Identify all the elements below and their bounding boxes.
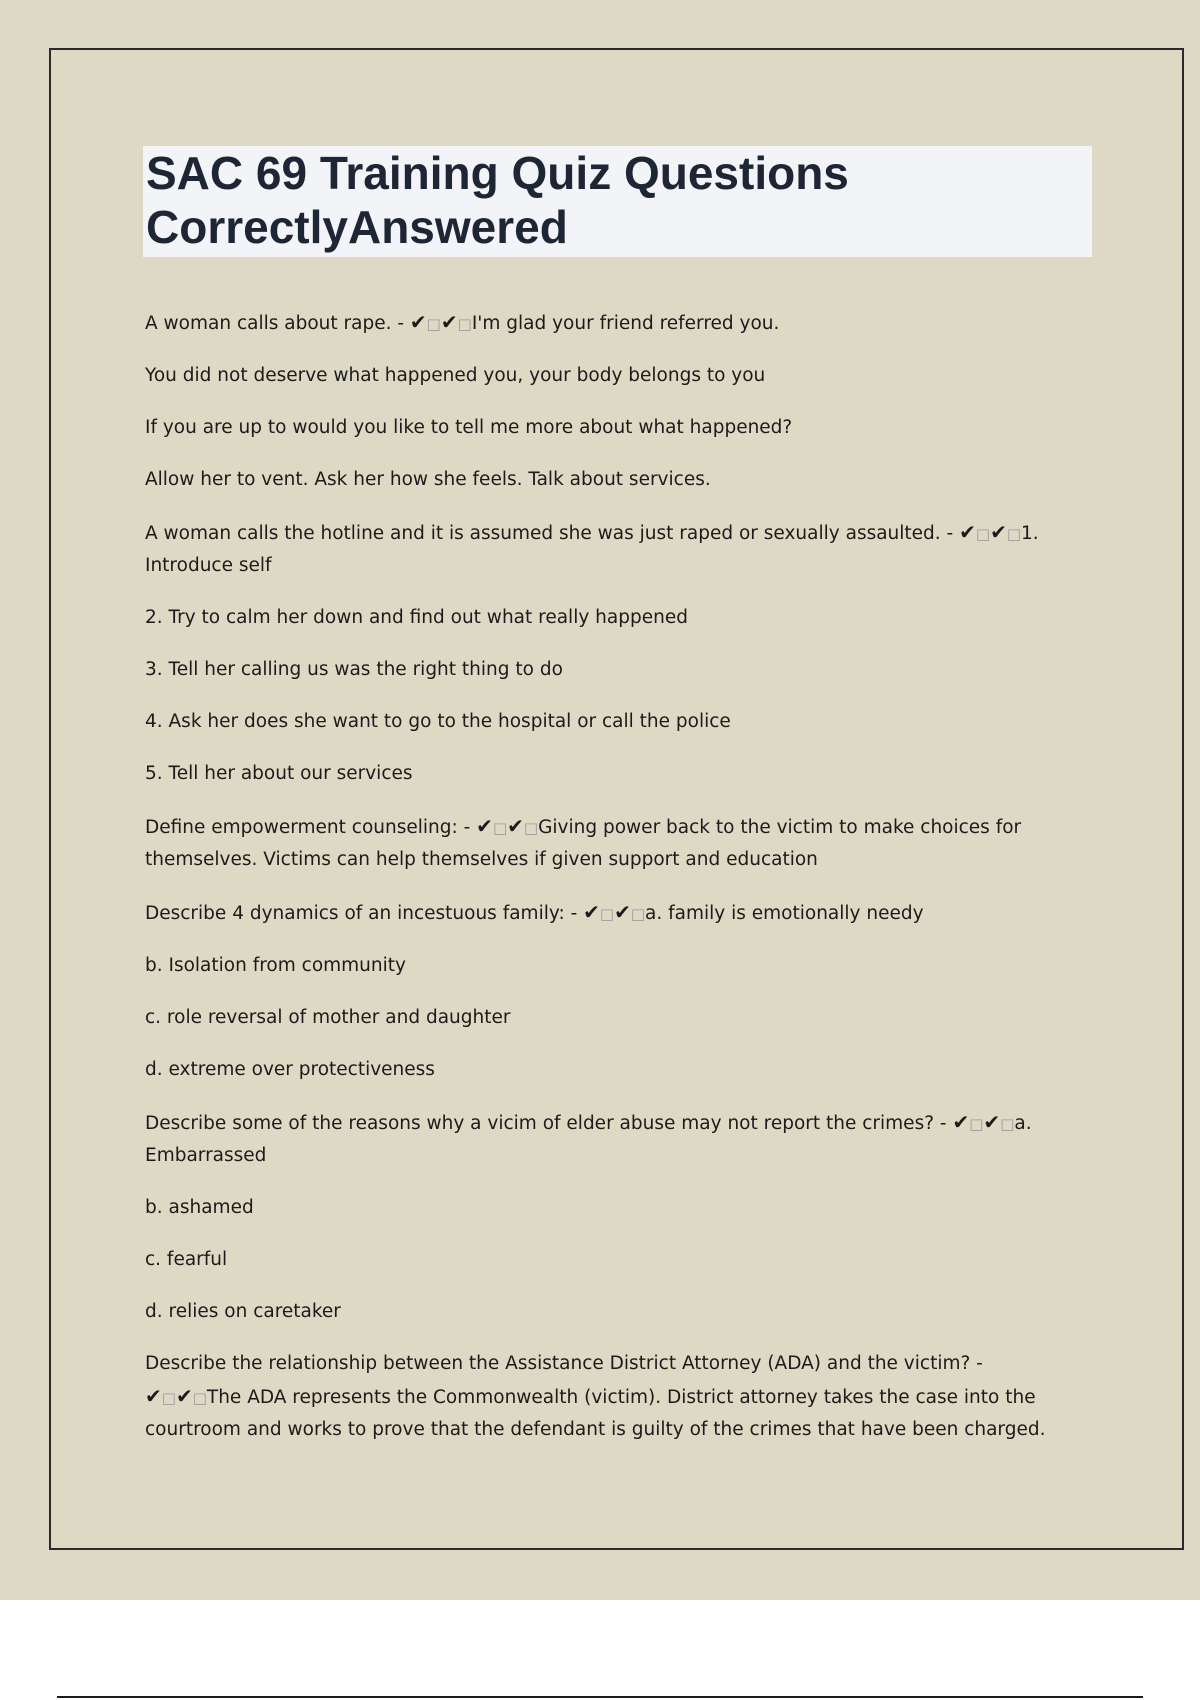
answer-text: The ADA represents the Commonwealth (victim). District attorney takes the case into the courtroom and works to prove that the defendant is guilty of the crimes that have been charged. bbox=[145, 1387, 1046, 1440]
box-icon: □ bbox=[599, 905, 615, 923]
answer-text: 1. Introduce self bbox=[145, 523, 1039, 576]
title-box bbox=[143, 146, 1092, 257]
question-text: Describe 4 dynamics of an incestuous family: - bbox=[145, 903, 584, 924]
quiz-content bbox=[145, 306, 1065, 1466]
answer-line: 5. Tell her about our services bbox=[145, 763, 413, 784]
question-text: Define empowerment counseling: - bbox=[145, 817, 477, 838]
check-icon: ✔ bbox=[507, 814, 524, 838]
box-icon: □ bbox=[192, 1389, 207, 1407]
answer-line: 2. Try to calm her down and find out what really happened bbox=[145, 607, 688, 628]
check-icon: ✔ bbox=[409, 310, 427, 334]
check-icon: ✔ bbox=[440, 310, 458, 334]
check-icon: ✔ bbox=[983, 1110, 1001, 1134]
box-icon: □ bbox=[969, 1115, 984, 1133]
answer-line: 3. Tell her calling us was the right thing to do bbox=[145, 659, 563, 680]
question-text: Describe the relationship between the Assistance District Attorney (ADA) and the victim? - bbox=[145, 1353, 983, 1374]
answer-line: 4. Ask her does she want to go to the hospital or call the police bbox=[145, 711, 731, 732]
footer-rule bbox=[57, 1696, 1143, 1698]
box-icon: □ bbox=[523, 819, 539, 837]
answer-line: Allow her to vent. Ask her how she feels. Talk about services. bbox=[145, 469, 711, 490]
box-icon: □ bbox=[426, 315, 441, 333]
qa-item bbox=[145, 810, 1065, 876]
check-icon: ✔ bbox=[614, 900, 631, 924]
box-icon: □ bbox=[975, 525, 991, 543]
question-text: A woman calls the hotline and it is assumed she was just raped or sexually assaulted. - bbox=[145, 523, 960, 544]
qa-item bbox=[145, 306, 1065, 340]
check-icon: ✔ bbox=[959, 520, 976, 544]
check-icon: ✔ bbox=[952, 1110, 970, 1134]
answer-line: b. ashamed bbox=[145, 1197, 254, 1218]
question-text: A woman calls about rape. - bbox=[145, 313, 410, 334]
box-icon: □ bbox=[1006, 525, 1022, 543]
check-icon: ✔ bbox=[175, 1384, 193, 1408]
answer-text: Giving power back to the victim to make choices for themselves. Victims can help themselves if given support and education bbox=[145, 817, 1022, 870]
answer-line: If you are up to would you like to tell me more about what happened? bbox=[145, 417, 793, 438]
check-icon: ✔ bbox=[145, 1384, 162, 1408]
box-icon: □ bbox=[630, 905, 646, 923]
qa-item bbox=[145, 1106, 1065, 1172]
answer-line: d. extreme over protectiveness bbox=[145, 1059, 435, 1080]
qa-item bbox=[145, 896, 1065, 930]
answer-text: I'm glad your friend referred you. bbox=[471, 313, 780, 334]
answer-line: You did not deserve what happened you, your body belongs to you bbox=[145, 365, 766, 386]
qa-item bbox=[145, 516, 1065, 582]
check-icon: ✔ bbox=[583, 900, 600, 924]
answer-text: a. Embarrassed bbox=[145, 1113, 1032, 1166]
check-icon: ✔ bbox=[990, 520, 1007, 544]
document-title: SAC 69 Training Quiz Questions CorrectlyAnswered bbox=[146, 147, 849, 253]
answer-line: b. Isolation from community bbox=[145, 955, 406, 976]
box-icon: □ bbox=[161, 1389, 176, 1407]
answer-line: c. role reversal of mother and daughter bbox=[145, 1007, 511, 1028]
box-icon: □ bbox=[1000, 1115, 1015, 1133]
answer-line: d. relies on caretaker bbox=[145, 1301, 341, 1322]
check-icon: ✔ bbox=[476, 814, 493, 838]
question-text: Describe some of the reasons why a vicim of elder abuse may not report the crimes? - bbox=[145, 1113, 953, 1134]
box-icon: □ bbox=[492, 819, 508, 837]
qa-item bbox=[145, 1348, 1065, 1446]
box-icon: □ bbox=[457, 315, 472, 333]
answer-line: c. fearful bbox=[145, 1249, 228, 1270]
answer-text: a. family is emotionally needy bbox=[645, 903, 924, 924]
